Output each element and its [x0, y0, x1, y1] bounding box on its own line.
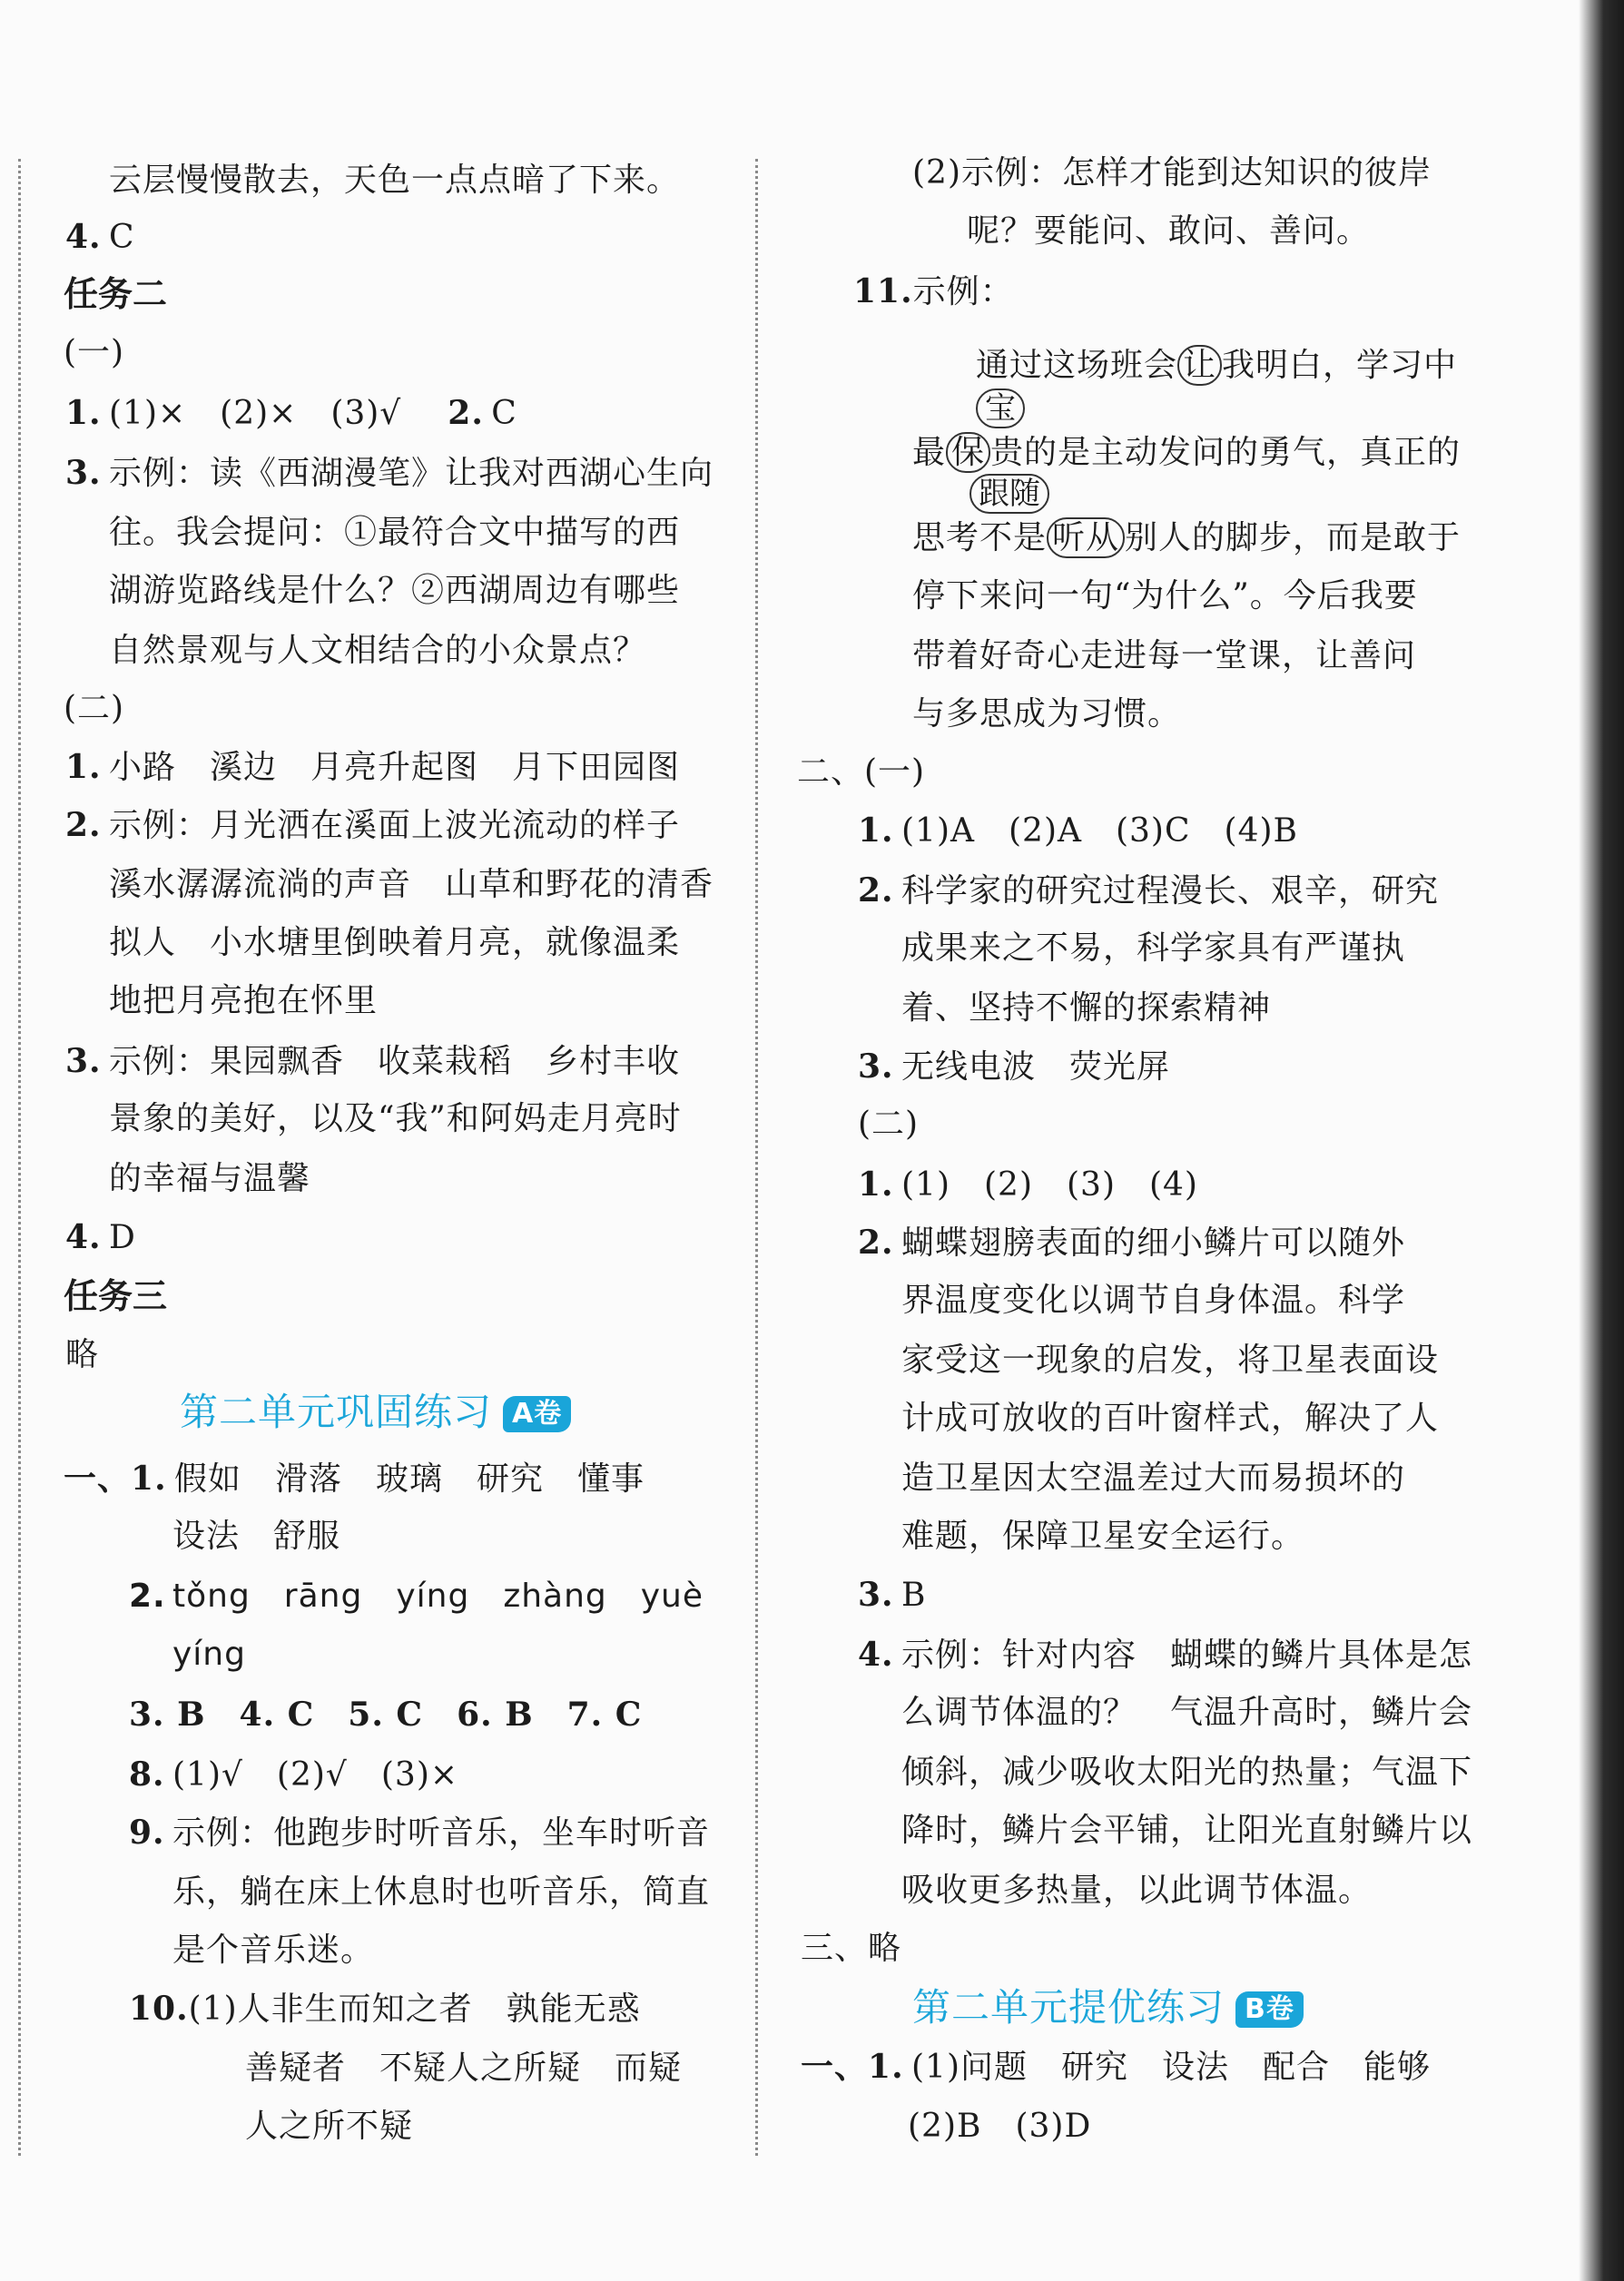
text-line: 乐，躺在床上休息时也听音乐，简直	[172, 1873, 711, 1911]
unit-title-a: 第二单元巩固练习 A卷	[180, 1389, 571, 1436]
subsection-label: (一)	[64, 334, 125, 371]
text-line: (2)示例：怎样才能到达知识的彼岸	[912, 154, 1432, 192]
marked-word: 听从	[1047, 517, 1125, 558]
text-line: 降时，鳞片会平铺，让阳光直射鳞片以	[901, 1812, 1473, 1849]
text-line: yíng	[172, 1636, 246, 1673]
marked-char: 让	[1177, 345, 1222, 386]
badge-b: B卷	[1235, 1991, 1304, 2028]
marked-char: 保	[946, 432, 990, 473]
text-line: 人之所不疑	[245, 2108, 414, 2145]
section-label: 三、略	[801, 1930, 902, 1967]
insertion-mark: 宝	[976, 388, 1025, 428]
scan-edge-shadow	[1579, 0, 1624, 2281]
answer-2: 2. tǒng rāng yíng zhàng yuè	[129, 1578, 704, 1615]
text-line: 界温度变化以调节自身体温。科学	[901, 1282, 1406, 1319]
text-line: 设法 舒服	[172, 1518, 341, 1555]
answer-1-1: 一、1. 假如 滑落 玻璃 研究 懂事	[64, 1460, 645, 1498]
answer-8: 8. (1)√ (2)√ (3)×	[129, 1755, 459, 1794]
text-line: 的幸福与温馨	[109, 1160, 311, 1197]
text-line: 倾斜，减少吸收太阳光的热量；气温下	[901, 1754, 1473, 1791]
text-line: 难题，保障卫星安全运行。	[901, 1518, 1305, 1555]
answer-4: 4. D	[65, 1218, 136, 1256]
answer-11: 11.示例：	[853, 272, 1014, 310]
answer-1: 1. 小路 溪边 月亮升起图 月下田园图	[65, 748, 681, 786]
answer-1-1: 一、1. (1)问题 研究 设法 配合 能够	[801, 2048, 1432, 2086]
answer-10: 10.(1)人非生而知之者 孰能无惑	[129, 1990, 641, 2028]
answer-3: 3. 示例：果园飘香 收菜栽稻 乡村丰收	[65, 1042, 681, 1080]
answer-3: 3. B	[858, 1576, 927, 1614]
text-line: 自然景观与人文相结合的小众景点？	[109, 632, 647, 669]
text-line: (2)B (3)D	[908, 2108, 1092, 2145]
text-line: 溪水潺潺流淌的声音 山草和野花的清香	[109, 866, 714, 903]
text-line: 么调节体温的？ 气温升高时，鳞片会	[901, 1694, 1473, 1731]
text-line: 造卫星因太空温差过大而易损坏的	[901, 1460, 1406, 1497]
revision-line: 思考不是 听从 别人的脚步，而是敢于	[912, 519, 1462, 556]
text-line: 着、坚持不懈的探索精神	[901, 989, 1272, 1027]
answer-4: 4. C	[65, 218, 135, 256]
answer-9: 9. 示例：他跑步时听音乐，坐车时听音	[129, 1814, 711, 1852]
text-line: 地把月亮抱在怀里	[109, 982, 379, 1019]
answer-2: 2. 示例：月光洒在溪面上波光流动的样子	[65, 806, 681, 844]
text-line: 拟人 小水塘里倒映着月亮，就像温柔	[109, 924, 681, 961]
answer-2: 2. 蝴蝶翅膀表面的细小鳞片可以随外	[858, 1224, 1406, 1262]
text-line: 家受这一现象的启发，将卫星表面设	[901, 1342, 1440, 1379]
text-line: 成果来之不易，科学家具有严谨执	[901, 929, 1406, 967]
answer-3: 3. 示例：读《西湖漫笔》让我对西湖心生向	[65, 454, 714, 492]
text-line: 带着好奇心走进每一堂课，让善问	[912, 637, 1417, 674]
answer-1: 1. (1)A (2)A (3)C (4)B	[858, 811, 1298, 850]
revision-line: 最 保 贵的是主动发问的勇气，真正的	[912, 434, 1462, 471]
text-line: 吸收更多热量，以此调节体温。	[901, 1872, 1373, 1909]
text-line: 停下来问一句“为什么”。今后我要	[912, 577, 1418, 614]
answer-1: 1. (1)× (2)× (3)√ 2. C	[65, 394, 517, 432]
text-line: 景象的美好，以及“我”和阿妈走月亮时	[109, 1100, 682, 1137]
section-label: 二、(一)	[797, 753, 926, 791]
answer-1: 1. (1) (2) (3) (4)	[858, 1165, 1198, 1204]
text-line: 湖游览路线是什么？②西湖周边有哪些	[109, 572, 681, 609]
text-line: 与多思成为习惯。	[912, 695, 1182, 732]
section-heading-task3: 任务三	[64, 1276, 168, 1316]
section-heading-task2: 任务二	[64, 274, 168, 314]
badge-a: A卷	[503, 1396, 571, 1432]
text-line: 计成可放收的百叶窗样式，解决了人	[901, 1400, 1440, 1437]
answers-3-7: 3. B 4. C 5. C 6. B 7. C	[129, 1696, 643, 1734]
revision-line: 通过这场班会 让 我明白，学习中	[976, 347, 1458, 384]
text-line: 是个音乐迷。	[172, 1932, 375, 1969]
column-divider	[755, 159, 758, 2156]
left-margin-rule	[18, 159, 21, 2156]
answer-4: 4. 示例：针对内容 蝴蝶的鳞片具体是怎	[858, 1636, 1473, 1674]
text-line: 云层慢慢散去，天色一点点暗了下来。	[109, 162, 681, 199]
subsection-label: (二)	[858, 1106, 920, 1143]
unit-title-b: 第二单元提优练习 B卷	[912, 1984, 1304, 2031]
insertion-mark: 跟随	[969, 474, 1049, 514]
subsection-label: (二)	[64, 690, 125, 727]
answer-3: 3. 无线电波 荧光屏	[858, 1047, 1171, 1086]
text-line: 善疑者 不疑人之所疑 而疑	[245, 2050, 683, 2087]
text-line: 呢？要能问、敢问、善问。	[967, 212, 1371, 250]
answer-2: 2. 科学家的研究过程漫长、艰辛，研究	[858, 871, 1440, 909]
text-line: 略	[65, 1336, 100, 1373]
text-line: 往。我会提问：①最符合文中描写的西	[109, 514, 681, 551]
